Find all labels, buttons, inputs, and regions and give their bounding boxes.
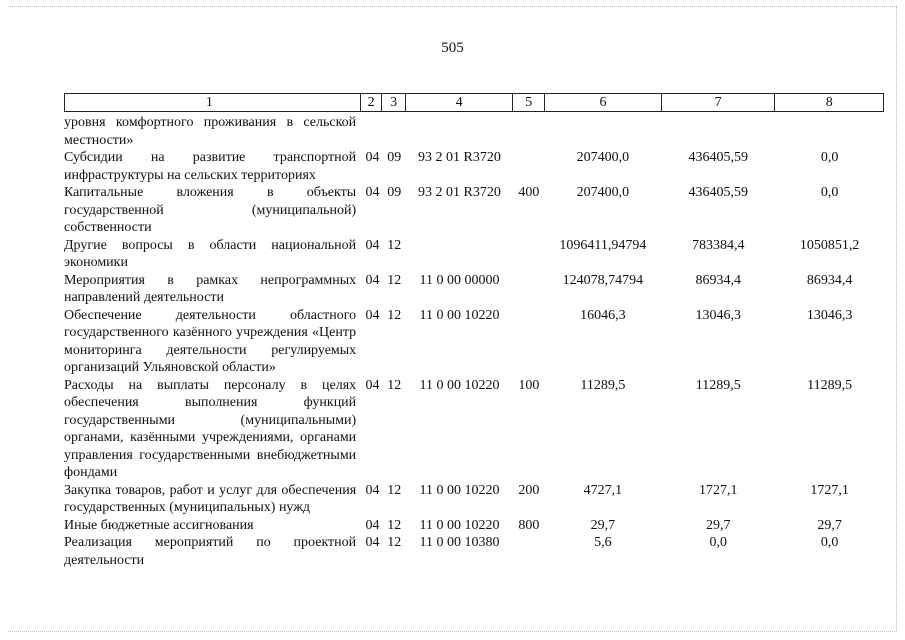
row-cell-col7: 783384,4 xyxy=(692,237,745,253)
row-cell-col5 xyxy=(513,307,544,377)
table-row xyxy=(64,482,884,517)
row-cell-col5 xyxy=(513,237,544,272)
row-label: Капитальные вложения в объекты государственной (муниципальной) собственности xyxy=(64,185,357,235)
row-cell-col4: 93 2 01 R3720 xyxy=(418,150,501,165)
col-header-4: 4 xyxy=(405,94,512,112)
row-cell-col2: 04 xyxy=(365,150,380,165)
col-header-1: 1 xyxy=(65,94,361,112)
row-cell-col2: 04 xyxy=(365,517,380,533)
row-cell-col8: 0,0 xyxy=(820,150,839,165)
row-cell-col8: 1727,1 xyxy=(810,482,849,498)
row-cell-col7: 0,0 xyxy=(709,535,728,550)
table-row xyxy=(64,184,884,237)
row-cell-col6: 4727,1 xyxy=(583,482,623,498)
row-cell-col5: 200 xyxy=(518,482,540,498)
col-header-5: 5 xyxy=(513,94,545,112)
table-row xyxy=(64,307,884,377)
table-row xyxy=(64,377,884,482)
row-cell-col3: 12 xyxy=(387,517,402,533)
row-cell-col3: 12 xyxy=(387,237,402,253)
col-header-6: 6 xyxy=(545,94,662,112)
row-cell-col4: 93 2 01 R3720 xyxy=(418,185,501,200)
row-label: уровня комфортного проживания в сельской местности» xyxy=(64,115,357,148)
row-label: Обеспечение деятельности областного государственного казённого учреждения «Центр мониторинга деятельности регулируемых организаций Ульяновской области» xyxy=(64,307,357,375)
row-cell-col7: 11289,5 xyxy=(695,377,741,393)
row-cell-col7: 86934,4 xyxy=(695,272,742,288)
row-cell-col6: 1096411,94794 xyxy=(559,237,647,253)
row-label: Расходы на выплаты персоналу в целях обеспечения выполнения функций государственными (муниципальными) органами, казёнными учреждениями, органами управления государственными внебюджетными фондами xyxy=(64,377,357,480)
row-cell-col8: 29,7 xyxy=(817,517,842,533)
row-cell-col6: 11289,5 xyxy=(580,377,626,393)
row-cell-col6 xyxy=(544,114,661,149)
row-cell-col8: 86934,4 xyxy=(806,272,853,288)
row-cell-col2: 04 xyxy=(365,272,380,288)
row-cell-col3: 09 xyxy=(387,150,402,165)
row-cell-col7: 1727,1 xyxy=(699,482,738,498)
row-cell-col4 xyxy=(406,237,514,272)
row-cell-col6: 29,7 xyxy=(590,517,616,533)
budget-table xyxy=(64,114,884,569)
row-cell-col7: 13046,3 xyxy=(695,307,742,323)
row-cell-col2: 04 xyxy=(365,185,380,200)
row-cell-col8 xyxy=(775,114,884,149)
row-cell-col6: 16046,3 xyxy=(580,307,626,323)
row-label: Мероприятия в рамках непрограммных направлений деятельности xyxy=(64,272,357,305)
row-cell-col8: 1050851,2 xyxy=(799,237,860,253)
row-cell-col2: 04 xyxy=(365,535,380,550)
row-cell-col2: 04 xyxy=(365,482,380,498)
row-cell-col2 xyxy=(362,114,383,149)
table-row xyxy=(64,149,884,184)
row-cell-col5 xyxy=(513,534,544,569)
row-cell-col2: 04 xyxy=(365,307,380,323)
row-cell-col4: 11 0 00 10380 xyxy=(419,535,500,550)
row-cell-col6: 5,6 xyxy=(594,535,612,550)
column-header-row xyxy=(64,93,884,112)
table-row xyxy=(64,517,884,535)
table-row xyxy=(64,114,884,149)
row-cell-col8: 13046,3 xyxy=(806,307,853,323)
row-cell-col3: 12 xyxy=(387,272,402,288)
col-header-3: 3 xyxy=(382,94,406,112)
row-cell-col2: 04 xyxy=(365,377,380,393)
row-cell-col4: 11 0 00 10220 xyxy=(419,517,500,533)
row-cell-col5 xyxy=(513,114,544,149)
row-cell-col4: 11 0 00 10220 xyxy=(419,307,500,323)
row-cell-col3: 12 xyxy=(387,482,402,498)
row-cell-col3: 12 xyxy=(387,377,402,393)
row-cell-col7: 436405,59 xyxy=(688,150,749,165)
row-cell-col4: 11 0 00 10220 xyxy=(419,377,500,393)
row-cell-col3 xyxy=(383,114,406,149)
row-cell-col3: 12 xyxy=(387,535,402,550)
row-cell-col5: 400 xyxy=(518,185,540,200)
row-label: Субсидии на развитие транспортной инфраструктуры на сельских территориях xyxy=(64,150,357,183)
page-number: 505 xyxy=(441,40,464,56)
row-cell-col7 xyxy=(661,114,775,149)
row-cell-col2: 04 xyxy=(365,237,380,253)
col-header-7: 7 xyxy=(661,94,775,112)
row-cell-col4: 11 0 00 00000 xyxy=(419,272,500,288)
row-cell-col6: 207400,0 xyxy=(576,150,630,165)
row-cell-col8: 0,0 xyxy=(820,535,839,550)
row-cell-col5 xyxy=(513,149,544,184)
row-cell-col8: 0,0 xyxy=(820,185,839,200)
row-cell-col5: 800 xyxy=(518,517,540,533)
row-cell-col4 xyxy=(406,114,514,149)
table-row xyxy=(64,237,884,272)
row-cell-col7: 29,7 xyxy=(706,517,731,533)
col-header-2: 2 xyxy=(360,94,381,112)
row-label: Другие вопросы в области национальной экономики xyxy=(64,237,357,270)
row-cell-col5 xyxy=(513,272,544,307)
row-label: Закупка товаров, работ и услуг для обеспечения государственных (муниципальных) нужд xyxy=(64,482,357,515)
row-label: Реализация мероприятий по проектной деятельности xyxy=(64,535,357,568)
row-label: Иные бюджетные ассигнования xyxy=(64,517,254,533)
row-cell-col3: 12 xyxy=(387,307,402,323)
table-row xyxy=(64,534,884,569)
row-cell-col4: 11 0 00 10220 xyxy=(419,482,500,498)
row-cell-col8: 11289,5 xyxy=(807,377,853,393)
row-cell-col6: 207400,0 xyxy=(576,185,630,200)
table-row xyxy=(64,272,884,307)
row-cell-col7: 436405,59 xyxy=(688,185,749,200)
row-cell-col6: 124078,74794 xyxy=(562,272,644,288)
row-cell-col5: 100 xyxy=(518,377,540,393)
col-header-8: 8 xyxy=(775,94,884,112)
row-cell-col3: 09 xyxy=(387,185,402,200)
